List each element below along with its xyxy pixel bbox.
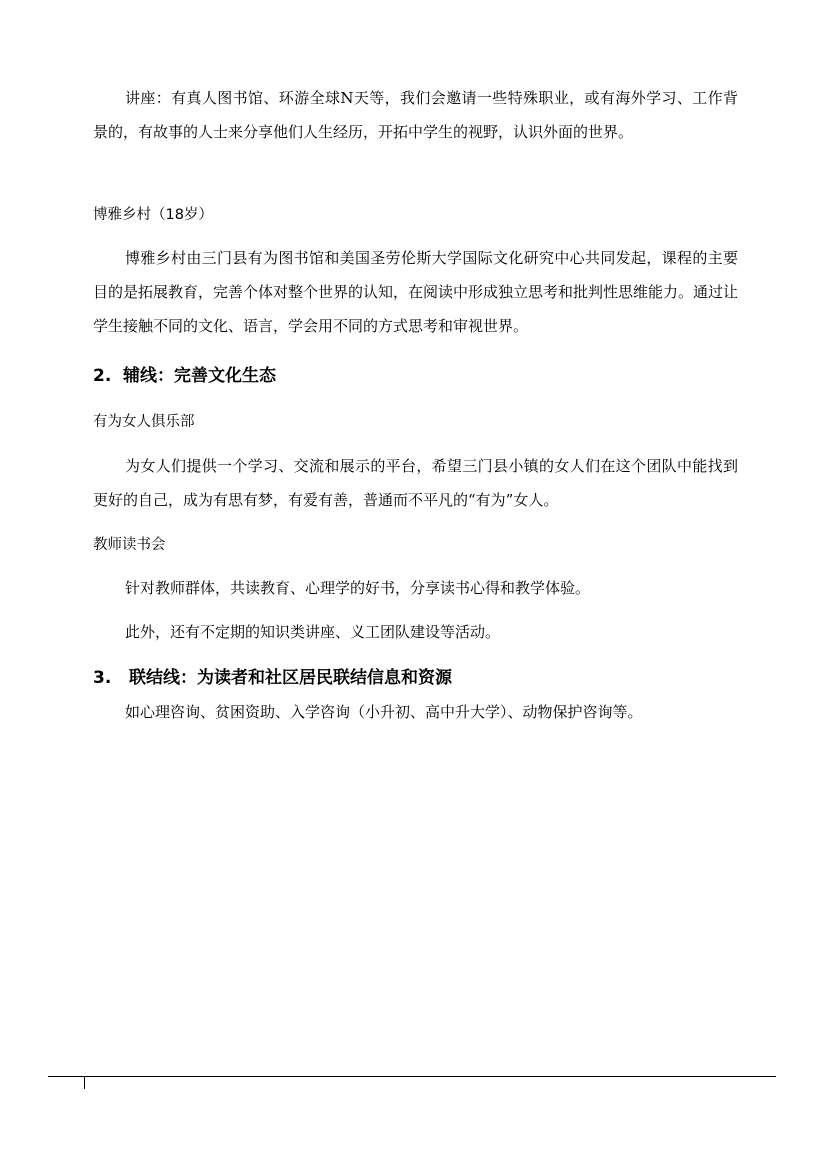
- footer-divider: [48, 1076, 776, 1077]
- section-3-title: 联结线：为读者和社区居民联结信息和资源: [129, 668, 452, 688]
- section-2-title: 辅线：完善文化生态: [123, 366, 276, 386]
- section-3-number: 3.: [93, 668, 112, 688]
- section-2-number: 2.: [93, 366, 112, 386]
- women-club-label: 有为女人俱乐部: [93, 414, 195, 430]
- lecture-paragraph: 讲座：有真人图书馆、环游全球N天等，我们会邀请一些特殊职业，或有海外学习、工作背景的，有故事的人士来分享他们人生经历，开拓中学生的视野，认识外面的世界。: [93, 89, 738, 141]
- section-2-heading: [93, 365, 276, 387]
- boya-village-label: 博雅乡村（18岁）: [93, 207, 213, 223]
- teacher-club-paragraph: 针对教师群体，共读教育、心理学的好书，分享读书心得和教学体验。: [125, 579, 591, 597]
- section-3-paragraph: 如心理咨询、贫困资助、入学咨询（小升初、高中升大学）、动物保护咨询等。: [125, 703, 643, 721]
- other-activities-paragraph: 此外，还有不定期的知识类讲座、义工团队建设等活动。: [125, 623, 501, 641]
- boya-village-paragraph: 博雅乡村由三门县有为图书馆和美国圣劳伦斯大学国际文化研究中心共同发起，课程的主要目的是拓展教育，完善个体对整个世界的认知，在阅读中形成独立思考和批判性思维能力。通过让学生接触不同的文化、语言，学会用不同的方式思考和审视世界。: [93, 249, 739, 335]
- section-3-heading: [93, 667, 452, 689]
- women-club-paragraph: 为女人们提供一个学习、交流和展示的平台，希望三门县小镇的女人们在这个团队中能找到更好的自己，成为有思有梦，有爱有善，普通而不平凡的“有为”女人。: [93, 457, 738, 509]
- teacher-club-label: 教师读书会: [93, 537, 166, 553]
- footer-tick-mark: [84, 1077, 85, 1089]
